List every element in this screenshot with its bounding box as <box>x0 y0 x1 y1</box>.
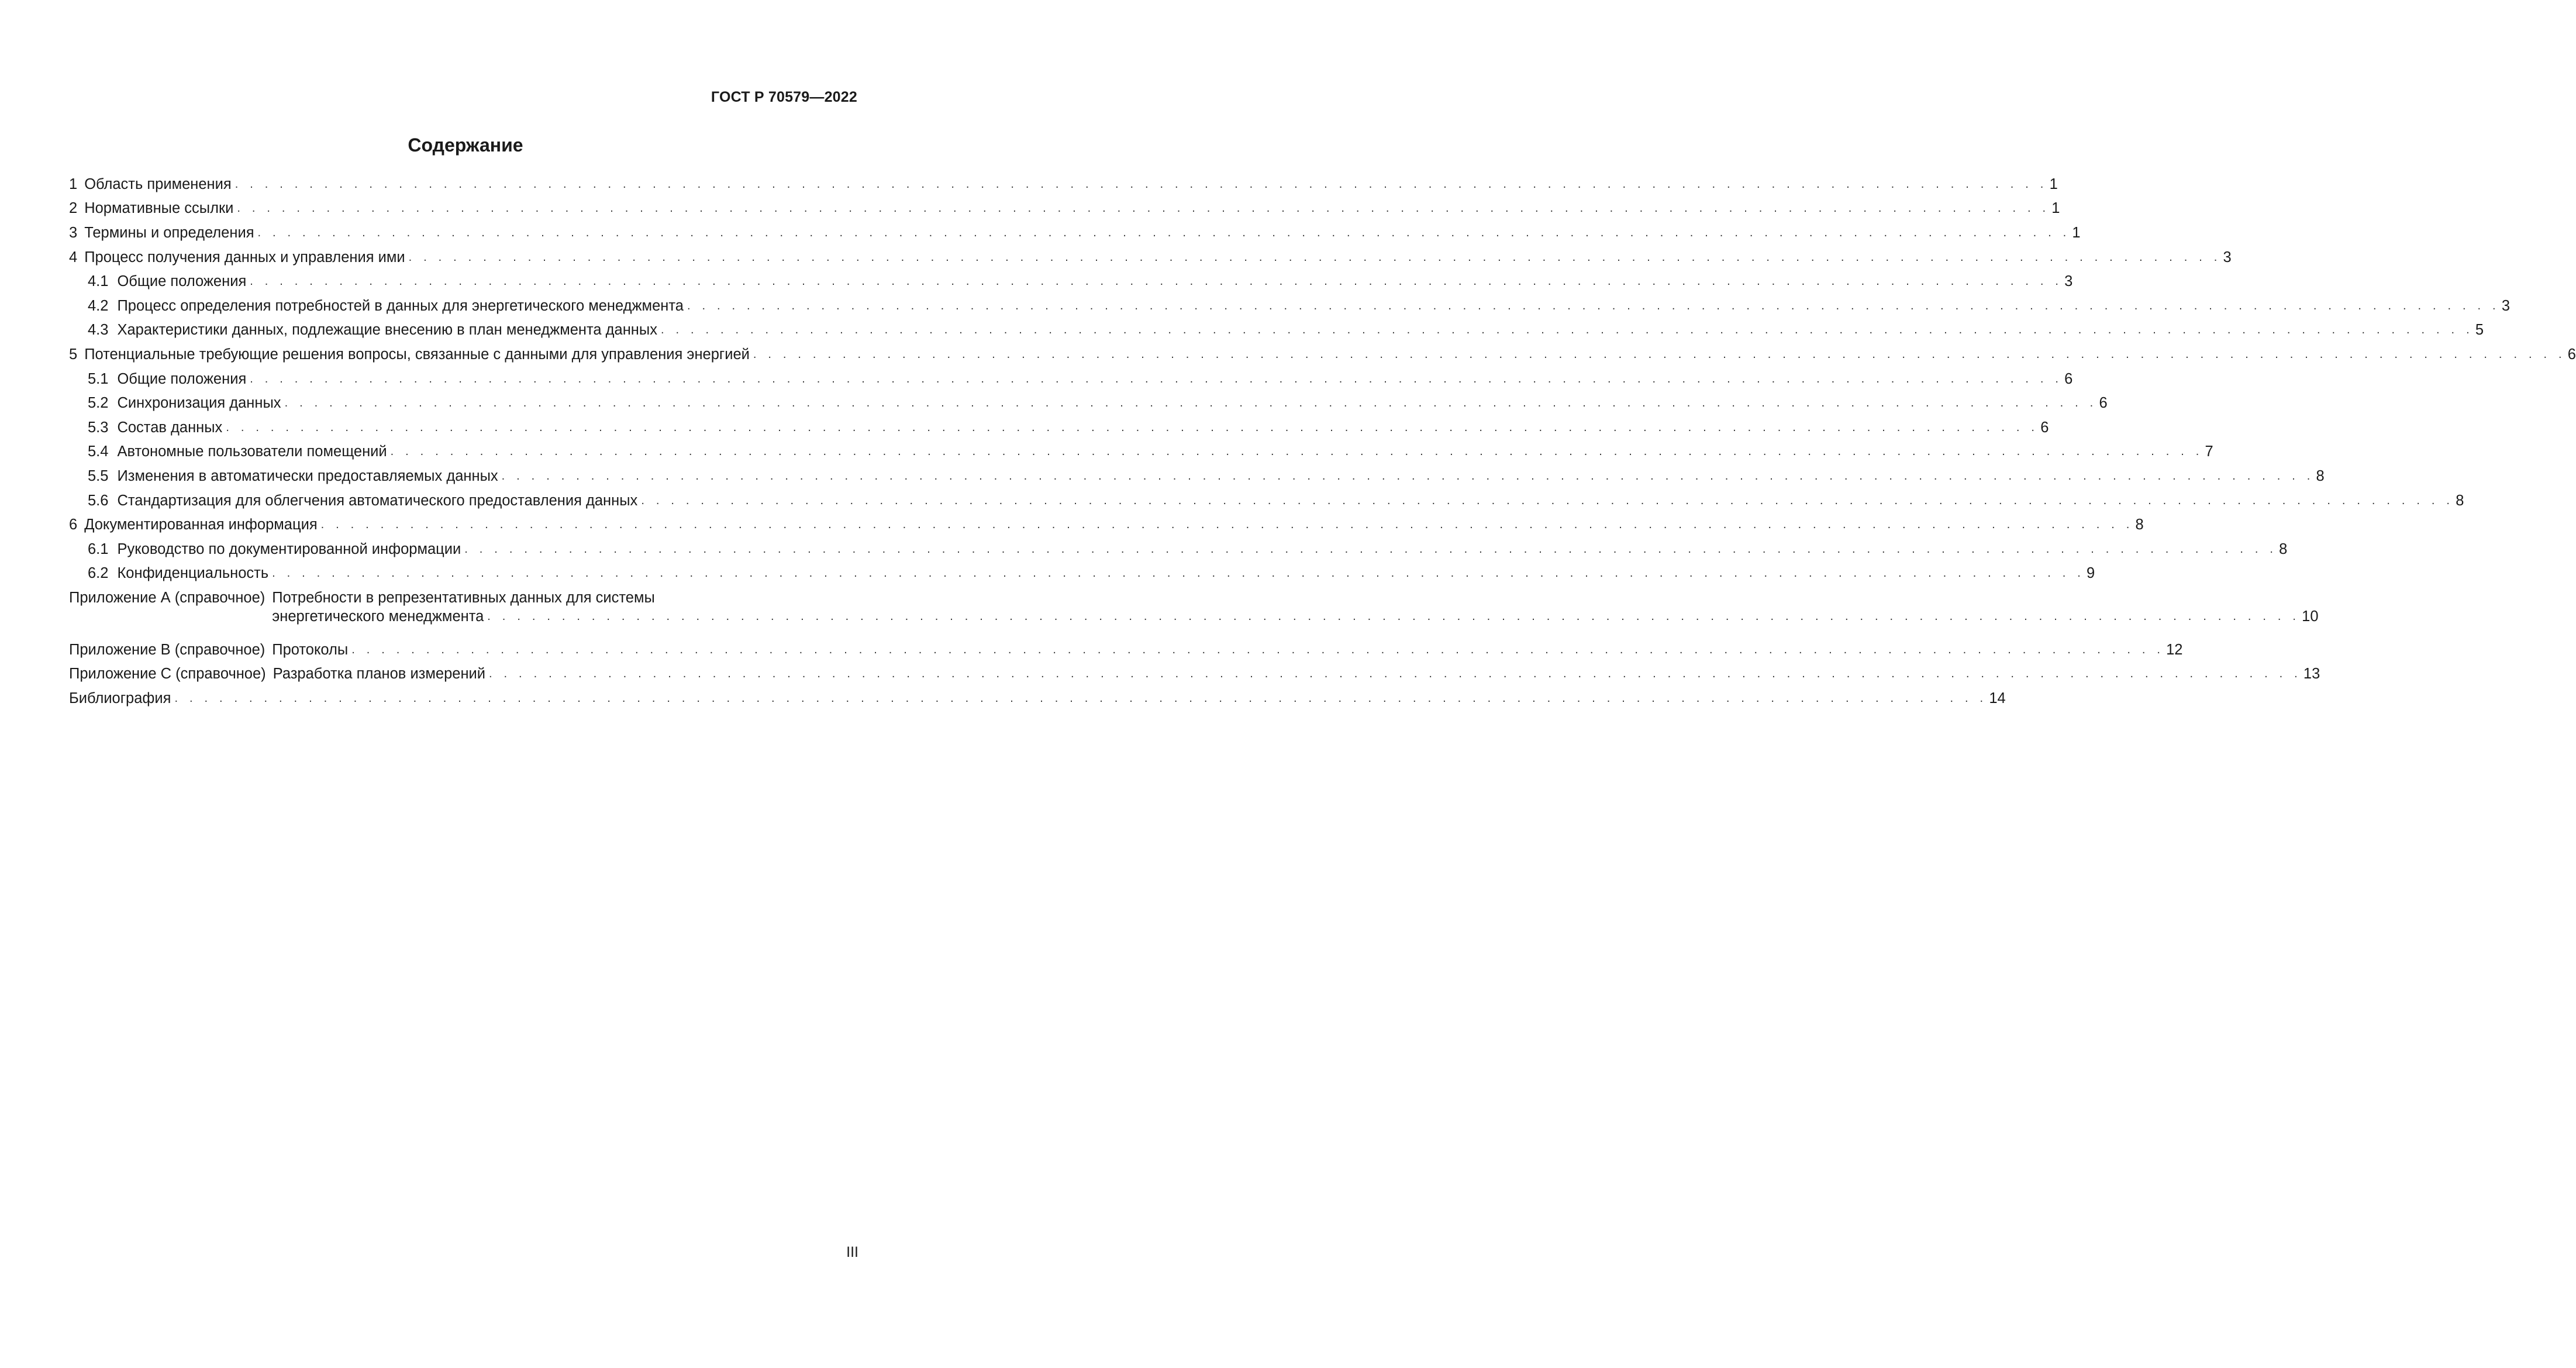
dot-leader <box>226 419 2039 436</box>
annex-title: Потребности в репрезентативных данных для системы <box>272 590 655 607</box>
toc-bibliography-entry[interactable] <box>69 686 2006 711</box>
toc-subentry[interactable] <box>69 269 2073 294</box>
toc-entry-number: 6.2 <box>88 565 109 582</box>
toc-entry-number: 5.5 <box>88 467 109 484</box>
dot-leader <box>753 346 2566 363</box>
toc-entry-page: 7 <box>2205 443 2213 460</box>
toc-entry-title: Документированная информация <box>84 516 318 533</box>
annex-title: Разработка планов измерений <box>273 666 486 683</box>
toc-entry-page: 1 <box>2049 175 2058 192</box>
toc-entry-number: 4.2 <box>88 297 109 314</box>
toc-entry-number: 2 <box>69 200 78 217</box>
annex-prefix: Приложение С (справочное) <box>69 666 266 683</box>
toc-subentry[interactable] <box>69 488 2464 513</box>
toc-entry-page: 10 <box>2302 608 2319 625</box>
dot-leader <box>391 443 2203 460</box>
toc-title: Содержание <box>408 135 523 156</box>
toc-entry-title: Область применения <box>84 175 232 192</box>
toc-entry-page: 3 <box>2501 297 2510 314</box>
toc-subentry[interactable] <box>69 318 2484 343</box>
dot-leader <box>237 199 2050 217</box>
dot-leader <box>489 664 2302 683</box>
toc-entry[interactable] <box>69 197 2060 221</box>
toc-entry[interactable] <box>69 220 2081 245</box>
toc-entry-number: 5 <box>69 346 78 363</box>
toc-entry-number: 5.2 <box>88 395 109 412</box>
toc-entry-title: Процесс получения данных и управления ими <box>84 249 405 266</box>
toc-annex-entry[interactable] <box>69 638 2183 662</box>
dot-leader <box>321 516 2134 533</box>
toc-entry-page: 8 <box>2135 516 2144 533</box>
toc-entry[interactable] <box>69 342 2576 367</box>
toc-subentry[interactable] <box>69 561 2095 586</box>
dot-leader <box>409 249 2222 266</box>
toc-entry-number: 1 <box>69 175 78 192</box>
toc-entry-page: 13 <box>2303 666 2320 683</box>
annex-title-line2: энергетического менеджмента <box>272 608 484 625</box>
toc-entry-page: 1 <box>2051 200 2060 217</box>
toc-entry-page: 6 <box>2567 346 2576 363</box>
dot-leader <box>272 564 2085 582</box>
dot-leader <box>250 273 2063 290</box>
dot-leader <box>285 394 2098 412</box>
toc-annex-entry[interactable] <box>69 662 2320 687</box>
annex-prefix: Приложение А (справочное) <box>69 590 265 607</box>
dot-leader <box>502 467 2315 485</box>
toc-subentry[interactable] <box>69 440 2213 464</box>
toc-entry-title: Синхронизация данных <box>117 395 281 412</box>
toc-entry[interactable] <box>69 245 2232 270</box>
toc-subentry[interactable] <box>69 464 2325 488</box>
toc-entry-number: 6.1 <box>88 540 109 557</box>
dot-leader <box>351 640 2164 659</box>
table-of-contents <box>69 172 2576 711</box>
toc-entry-number: 3 <box>69 224 78 241</box>
toc-entry-number: 4.3 <box>88 322 109 339</box>
toc-entry-page: 6 <box>2040 419 2049 436</box>
toc-entry-title: Стандартизация для облегчения автоматического предоставления данных <box>117 492 638 509</box>
dot-leader <box>464 540 2277 558</box>
toc-entry-title: Термины и определения <box>84 224 254 241</box>
toc-entry-page: 1 <box>2072 224 2081 241</box>
annex-title-continuation <box>272 607 2318 626</box>
toc-entry-title: Руководство по документированной информации <box>117 540 461 557</box>
toc-entry[interactable] <box>69 512 2144 537</box>
toc-entry-page: 6 <box>2099 395 2108 412</box>
page-folio: III <box>846 1244 858 1260</box>
toc-entry-page: 8 <box>2456 492 2464 509</box>
toc-entry-number: 5.4 <box>88 443 109 460</box>
toc-entry-page: 9 <box>2087 565 2095 582</box>
toc-entry-title: Потенциальные требующие решения вопросы, связанные с данными для управления энергией <box>84 346 750 363</box>
annex-title: Протоколы <box>272 641 349 658</box>
toc-entry-number: 5.1 <box>88 370 109 387</box>
toc-entry-page: 12 <box>2166 641 2183 658</box>
toc-entry-number: 4 <box>69 249 78 266</box>
toc-annex-entry[interactable] <box>69 585 2319 638</box>
toc-entry-page: 14 <box>1989 690 2006 707</box>
toc-entry-title: Автономные пользователи помещений <box>117 443 387 460</box>
toc-entry-title: Общие положения <box>117 370 247 387</box>
toc-entry-page: 8 <box>2316 467 2325 484</box>
toc-entry-title: Процесс определения потребностей в данных для энергетического менеджмента <box>117 297 684 314</box>
toc-entry-number: 4.1 <box>88 273 109 290</box>
toc-entry-page: 5 <box>2475 322 2484 339</box>
toc-entry[interactable] <box>69 172 2058 197</box>
dot-leader <box>661 321 2474 339</box>
toc-entry-number: 5.6 <box>88 492 109 509</box>
toc-entry-title: Конфиденциальность <box>117 565 269 582</box>
document-code: ГОСТ Р 70579—2022 <box>711 89 857 105</box>
dot-leader <box>235 175 2048 193</box>
toc-subentry[interactable] <box>69 391 2108 415</box>
dot-leader <box>487 607 2300 626</box>
dot-leader <box>641 492 2454 509</box>
toc-entry-number: 6 <box>69 516 78 533</box>
toc-entry-page: 3 <box>2064 273 2073 290</box>
toc-entry-title: Изменения в автоматически предоставляемых данных <box>117 467 498 484</box>
toc-entry-title: Нормативные ссылки <box>84 200 234 217</box>
dot-leader <box>258 224 2071 242</box>
toc-entry-title: Состав данных <box>117 419 223 436</box>
bibliography-title: Библиография <box>69 690 171 707</box>
toc-entry-number: 5.3 <box>88 419 109 436</box>
dot-leader <box>250 370 2063 388</box>
annex-body <box>272 588 2318 626</box>
toc-entry-title: Характеристики данных, подлежащие внесению в план менеджмента данных <box>117 322 657 339</box>
toc-entry-page: 8 <box>2279 540 2288 557</box>
toc-subentry[interactable] <box>69 415 2049 440</box>
annex-prefix: Приложение В (справочное) <box>69 641 265 658</box>
dot-leader <box>174 690 1987 707</box>
toc-entry-page: 3 <box>2223 249 2232 266</box>
toc-subentry[interactable] <box>69 367 2073 391</box>
toc-subentry[interactable] <box>69 294 2510 318</box>
toc-subentry[interactable] <box>69 537 2288 561</box>
toc-entry-title: Общие положения <box>117 273 247 290</box>
dot-leader <box>687 297 2500 315</box>
toc-entry-page: 6 <box>2064 370 2073 387</box>
